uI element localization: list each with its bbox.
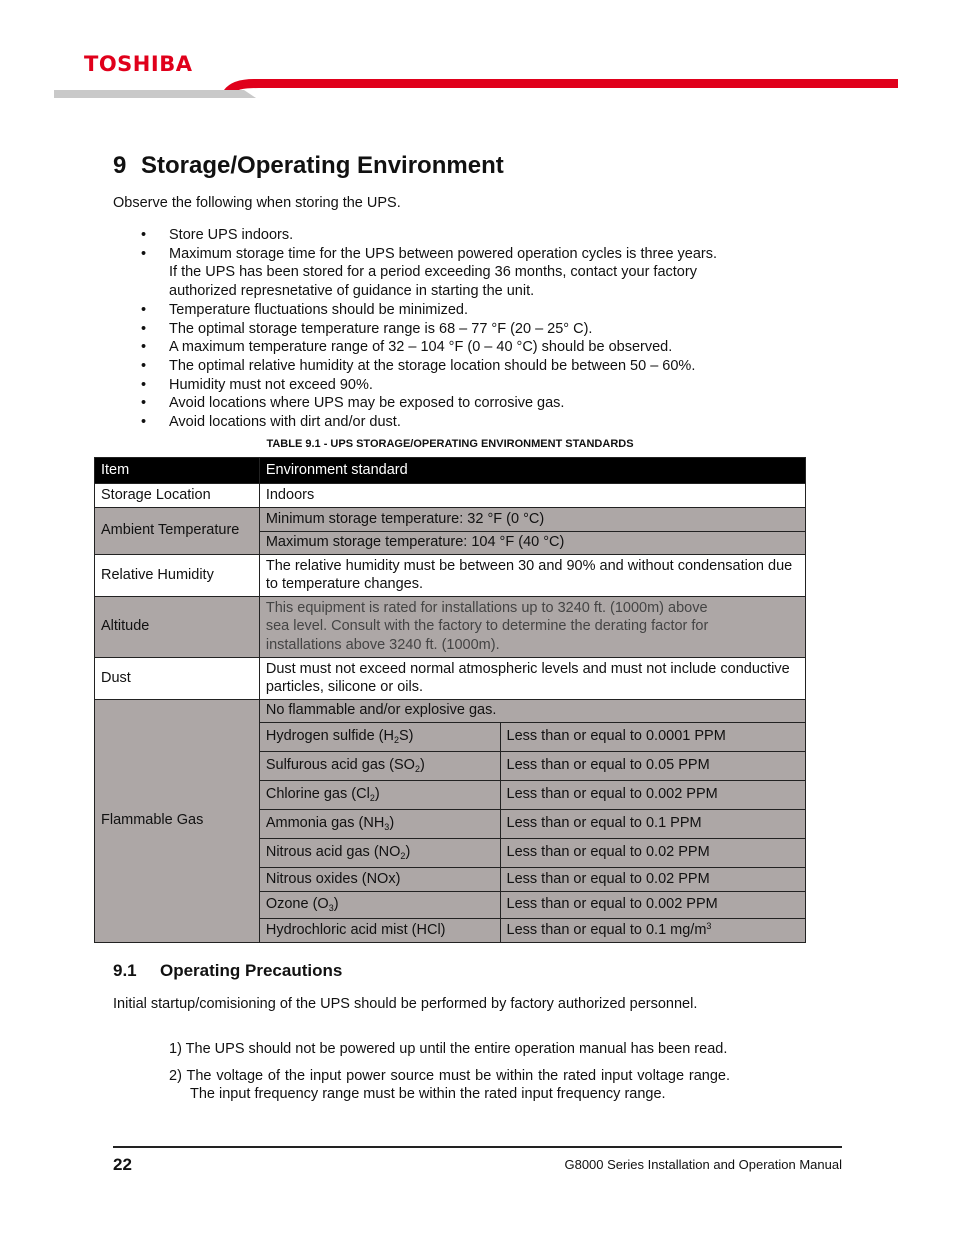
row-value: Indoors	[259, 483, 805, 507]
row-value: No flammable and/or explosive gas.	[259, 699, 805, 722]
list-item-line: Maximum storage time for the UPS between powered operation cycles is three years.	[169, 245, 718, 262]
row-value: Minimum storage temperature: 32 °F (0 °C)	[259, 507, 805, 531]
section-heading	[113, 152, 504, 180]
subsection-title: Operating Precautions	[160, 961, 343, 980]
list-item: • The optimal storage temperature range is 68 – 77 °F (20 – 25° C).	[140, 320, 780, 339]
list-item: • The optimal relative humidity at the storage location should be between 50 – 60%.	[140, 357, 780, 376]
list-item: • A maximum temperature range of 32 – 104 °F (0 – 40 °C) should be observed.	[140, 338, 780, 357]
toshiba-logo: TOSHIBA	[84, 52, 193, 76]
list-item: • Avoid locations where UPS may be exposed to corrosive gas.	[140, 394, 780, 413]
section-title: Storage/Operating Environment	[141, 152, 504, 179]
list-item-line: If the UPS has been stored for a period exceeding 36 months, contact your factory	[169, 264, 697, 281]
gas-name: Hydrochloric acid mist (HCl)	[259, 918, 500, 942]
gas-limit: Less than or equal to 0.02 PPM	[500, 867, 805, 891]
row-label: Altitude	[95, 596, 260, 657]
gas-name: Sulfurous acid gas $(SO_2)$	[259, 751, 500, 780]
gas-name: Nitrous acid gas $(NO_2)$	[259, 838, 500, 867]
section-number: 9	[113, 152, 127, 179]
gas-limit: Less than or equal to 0.002 PPM	[500, 891, 805, 918]
table-row	[95, 657, 806, 699]
row-label: Dust	[95, 657, 260, 699]
environment-standards-table	[94, 457, 806, 943]
table-caption: TABLE 9.1 - UPS STORAGE/OPERATING ENVIRONMENT STANDARDS	[266, 438, 634, 450]
table-row	[95, 483, 806, 507]
list-item: • Humidity must not exceed 90%.	[140, 376, 780, 395]
list-item-line: authorized represnetative of guidance in starting the unit.	[169, 283, 535, 300]
table-row	[95, 554, 806, 596]
altitude-line: sea level. Consult with the factory to determine the derating factor for	[265, 618, 709, 635]
list-item: 2) The voltage of the input power source must be within the rated input voltage range. The input frequency range must be within the rated input frequency range.	[169, 1067, 730, 1103]
altitude-line: installations above 3240 ft. (1000m).	[265, 636, 500, 653]
header-swoosh-bar	[54, 76, 900, 100]
header-standard: Environment standard	[259, 458, 805, 484]
row-value: Maximum storage temperature: 104 °F (40 °C)	[259, 531, 805, 554]
table-row	[95, 699, 806, 722]
manual-title: G8000 Series Installation and Operation Manual	[564, 1157, 842, 1172]
list-item: • Temperature fluctuations should be minimized.	[140, 301, 780, 320]
storage-guidelines-list	[140, 226, 780, 432]
altitude-line: This equipment is rated for installations up to 3240 ft. (1000m) above	[265, 599, 708, 616]
row-label: Relative Humidity	[95, 554, 260, 596]
gas-name: Nitrous oxides (NOx)	[259, 867, 500, 891]
table-row	[95, 596, 806, 657]
row-value: Dust must not exceed normal atmospheric levels and must not include conductive particles, silicone or oils.	[259, 657, 805, 699]
list-item: 1) The UPS should not be powered up until the entire operation manual has been read.	[169, 1041, 728, 1057]
subsection-intro: Initial startup/comisioning of the UPS should be performed by factory authorized personnel.	[113, 996, 698, 1012]
section-intro: Observe the following when storing the UPS.	[113, 195, 401, 211]
row-label: Flammable Gas	[95, 699, 260, 942]
subsection-number: 9.1	[113, 961, 137, 980]
header-gray-bar	[54, 90, 256, 98]
table-row	[95, 507, 806, 531]
gas-limit: Less than or equal to 0.1 PPM	[500, 809, 805, 838]
footer-divider	[113, 1146, 842, 1148]
gas-name: Ozone $(O_3)$	[259, 891, 500, 918]
gas-name: Ammonia gas $(NH_3)$	[259, 809, 500, 838]
list-item: • Avoid locations with dirt and/or dust.	[140, 413, 780, 432]
gas-limit: Less than or equal to 0.02 PPM	[500, 838, 805, 867]
list-item	[140, 245, 780, 301]
gas-limit: Less than or equal to 0.1 $mg/m^3$	[500, 918, 805, 942]
header-item: Item	[95, 458, 260, 484]
page-number: 22	[113, 1155, 132, 1174]
gas-limit: Less than or equal to 0.05 PPM	[500, 751, 805, 780]
row-value	[259, 596, 805, 657]
list-item: • Store UPS indoors.	[140, 226, 780, 245]
table-header-row	[95, 458, 806, 484]
row-label: Storage Location	[95, 483, 260, 507]
row-label: Ambient Temperature	[95, 507, 260, 554]
header-red-bar	[224, 79, 898, 90]
subsection-heading	[113, 961, 342, 981]
gas-limit: Less than or equal to 0.002 PPM	[500, 780, 805, 809]
gas-limit: Less than or equal to 0.0001 PPM	[500, 722, 805, 751]
precautions-list	[169, 1040, 730, 1112]
gas-name: Chlorine gas $(Cl_2)$	[259, 780, 500, 809]
row-value: The relative humidity must be between 30 and 90% and without condensation due to temperature changes.	[259, 554, 805, 596]
gas-name: Hydrogen sulfide $(H_2S)$	[259, 722, 500, 751]
